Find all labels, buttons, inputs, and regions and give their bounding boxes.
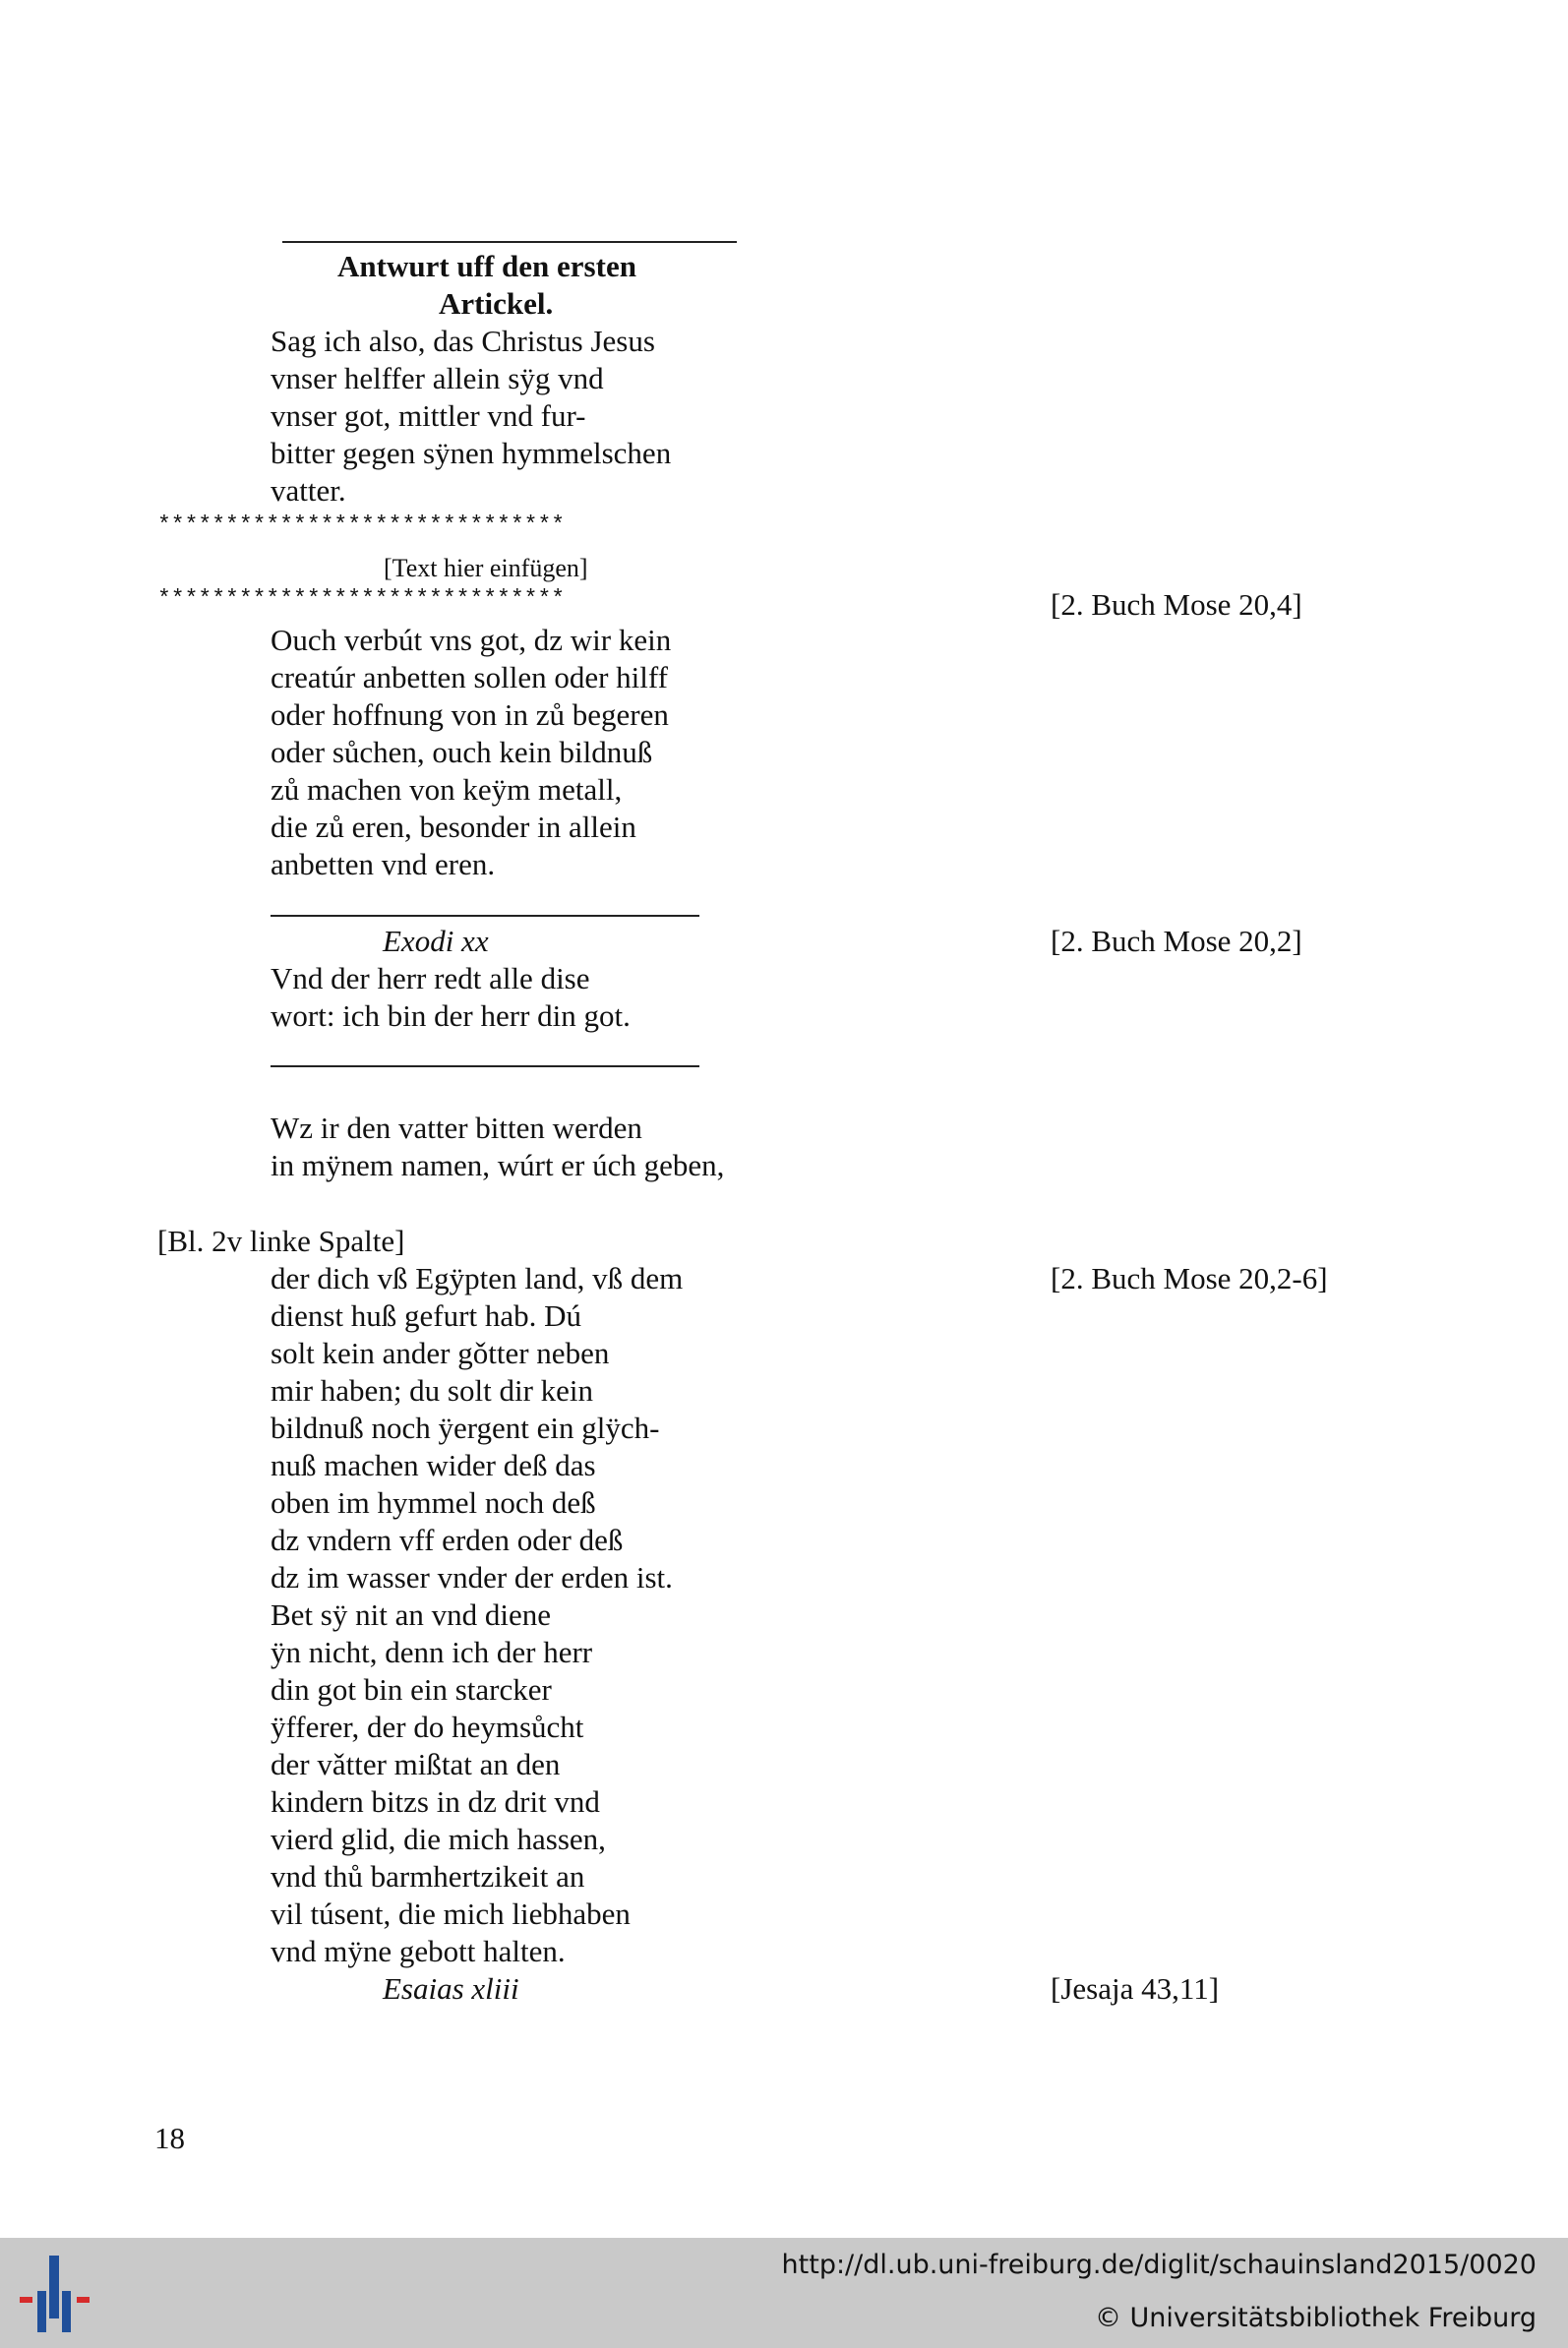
heading-line-1: Antwurt uff den ersten [337,249,636,283]
page-number: 18 [154,2121,185,2155]
block4-line: in mÿnem namen, wúrt er úch geben, [271,1148,725,1182]
block5-line: der dich vß Egÿpten land, vß dem [271,1261,684,1295]
block5-line: Bet sÿ nit an vnd diene [271,1597,551,1632]
block5-line: solt kein ander gǒtter neben [271,1336,610,1370]
block2-line: Ouch verbút vns got, dz wir kein [271,623,672,657]
asterisk-divider: ****************************** [157,586,566,612]
block4-line: Wz ir den vatter bitten werden [271,1111,642,1145]
block2-line: anbetten vnd eren. [271,847,496,881]
block1-line: vnser got, mittler vnd fur- [271,398,586,433]
source-citation: Exodi xx [383,924,489,958]
block5-line: nuß machen wider deß das [271,1448,596,1482]
block5-line: dienst huß gefurt hab. Dú [271,1298,581,1333]
block1-line: vatter. [271,473,346,508]
block5-line: dz im wasser vnder der erden ist. [271,1560,673,1595]
block3-line: wort: ich bin der herr din got. [271,998,631,1033]
asterisk-divider: ****************************** [157,512,566,538]
block1-line: bitter gegen sÿnen hymmelschen [271,436,672,470]
block5-line: vnd mÿne gebott halten. [271,1934,566,1968]
source-citation: Esaias xliii [383,1971,519,2006]
block5-line: der vǎtter mißtat an den [271,1747,561,1781]
block2-line: creatúr anbetten sollen oder hilff [271,660,668,694]
block5-line: vierd glid, die mich hassen, [271,1822,606,1856]
bible-reference: [2. Buch Mose 20,2-6] [1051,1261,1328,1295]
bible-reference: [2. Buch Mose 20,4] [1051,587,1302,622]
block5-line: din got bin ein starcker [271,1672,552,1707]
top-rule [282,241,737,243]
footer-bar [0,2238,1568,2348]
block5-line: ÿn nicht, denn ich der herr [271,1635,593,1669]
block5-line: vnd thů barmhertzikeit an [271,1859,585,1894]
heading-line-2: Artickel. [439,286,554,321]
block5-line: kindern bitzs in dz drit vnd [271,1784,600,1819]
block3-line: Vnd der herr redt alle dise [271,961,590,995]
block5-line: bildnuß noch ÿergent ein glÿch- [271,1411,660,1445]
insert-note: [Text hier einfügen] [384,554,588,582]
block5-line: mir haben; du solt dir kein [271,1373,594,1408]
block5-line: dz vndern vff erden oder deß [271,1523,624,1557]
section-rule [271,915,699,917]
column-marker: [Bl. 2v linke Spalte] [157,1224,405,1258]
block2-line: oder hoffnung von in zů begeren [271,697,669,732]
block1-line: vnser helffer allein sÿg vnd [271,361,604,395]
bible-reference: [2. Buch Mose 20,2] [1051,924,1302,958]
bible-reference: [Jesaja 43,11] [1051,1971,1220,2006]
block5-line: oben im hymmel noch deß [271,1485,596,1520]
block5-line: vil túsent, die mich liebhaben [271,1896,631,1931]
block2-line: oder sůchen, ouch kein bildnuß [271,735,653,769]
block2-line: die zů eren, besonder in allein [271,810,636,844]
block1-line: Sag ich also, das Christus Jesus [271,324,655,358]
section-rule [271,1065,699,1067]
copyright-notice: © Universitätsbibliothek Freiburg [1094,2303,1537,2333]
source-url-link[interactable]: http://dl.ub.uni-freiburg.de/diglit/schauinsland2015/0020 [781,2250,1537,2280]
block5-line: ÿfferer, der do heymsůcht [271,1710,584,1744]
library-logo-icon [18,2252,96,2336]
block2-line: zů machen von keÿm metall, [271,772,623,807]
